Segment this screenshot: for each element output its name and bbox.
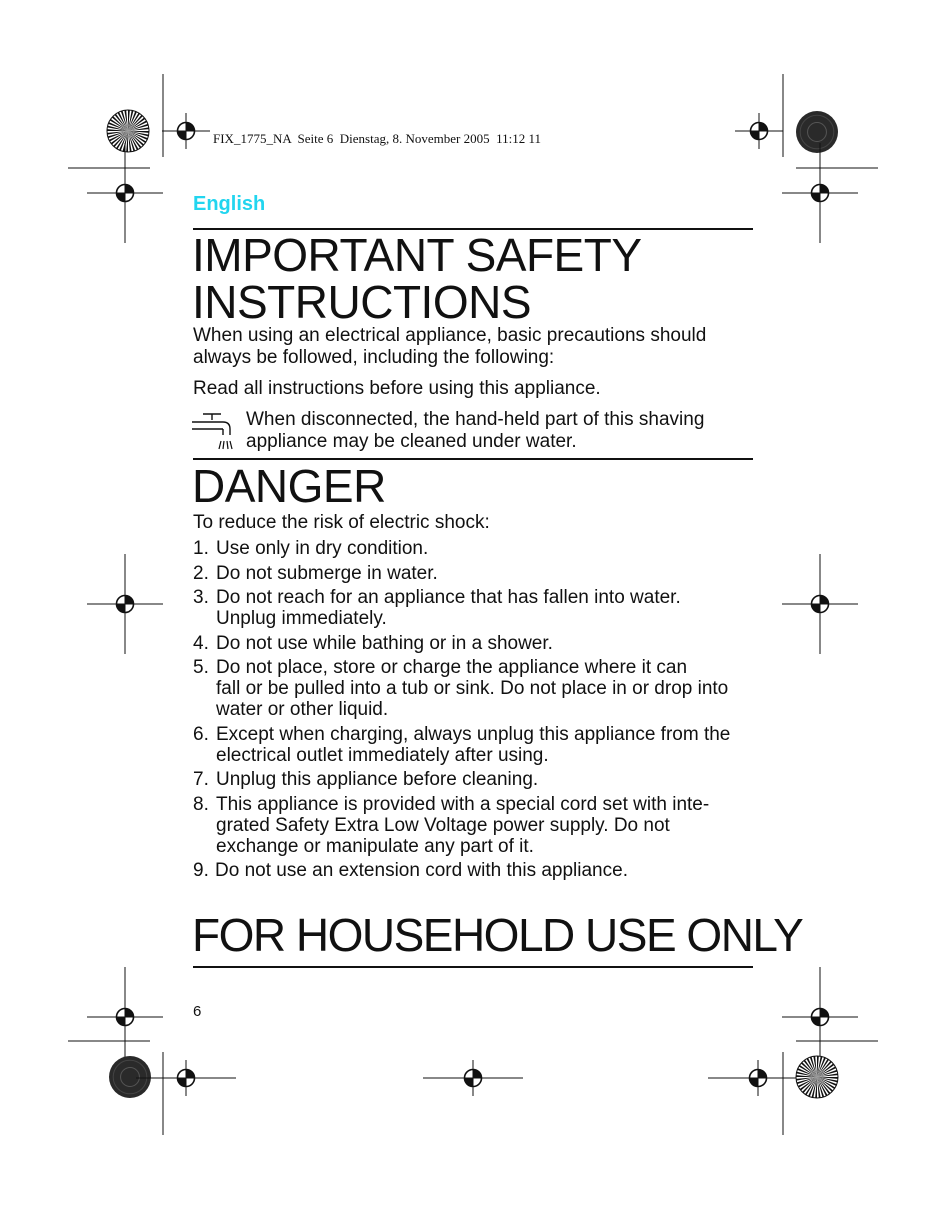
language-label: English	[193, 193, 266, 215]
item-line: electrical outlet immediately after using.	[216, 744, 549, 766]
item-line: fall or be pulled into a tub or sink. Do not place in or drop into	[216, 678, 729, 699]
registration-crosshair-icon	[87, 967, 163, 1067]
item-line: Unplug immediately.	[216, 608, 387, 629]
item-number: 8.	[193, 793, 209, 815]
danger-subtitle: To reduce the risk of electric shock:	[193, 512, 490, 533]
registration-crosshair-icon	[782, 967, 858, 1067]
item-number: 6.	[193, 723, 209, 745]
item-line: grated Safety Extra Low Voltage power supply. Do not	[216, 814, 670, 836]
starburst-target-icon	[796, 1056, 838, 1098]
item-number: 2.	[193, 562, 209, 584]
item-line: Unplug this appliance before cleaning.	[216, 769, 539, 790]
read-all-instructions: Read all instructions before using this appliance.	[193, 378, 601, 399]
item-number: 4.	[193, 632, 209, 654]
item-line: Except when charging, always unplug this appliance from the	[216, 723, 731, 745]
item-line: Do not submerge in water.	[216, 562, 438, 584]
solid-disc-target-icon	[796, 111, 838, 153]
item-line: exchange or manipulate any part of it.	[216, 835, 534, 857]
registration-crosshair-icon	[423, 1060, 523, 1096]
registration-crosshair-icon	[782, 554, 858, 654]
item-line: Use only in dry condition.	[216, 538, 429, 559]
registration-crosshair-icon	[87, 554, 163, 654]
item-line: Do not use while bathing or in a shower.	[216, 632, 553, 654]
item-number: 9.	[193, 860, 209, 881]
page-number: 6	[193, 1003, 202, 1020]
registration-crosshair-icon	[782, 143, 858, 243]
danger-title: DANGER	[192, 460, 386, 512]
print-header: FIX_1775_NA Seite 6 Dienstag, 8. November 2005 11:12 11	[213, 131, 541, 146]
safety-intro-line2: always be followed, including the following:	[193, 346, 555, 368]
item-line: This appliance is provided with a special cord set with inte-	[216, 793, 710, 815]
item-line: Do not reach for an appliance that has fallen into water.	[216, 587, 681, 608]
item-number: 3.	[193, 587, 209, 608]
item-number: 5.	[193, 657, 209, 678]
registration-crosshair-icon	[136, 1060, 236, 1096]
solid-disc-target-icon	[109, 1056, 151, 1098]
item-number: 1.	[193, 538, 209, 559]
household-use-title: FOR HOUSEHOLD USE ONLY	[192, 909, 803, 961]
safety-title-line1: IMPORTANT SAFETY	[192, 229, 642, 281]
registration-crosshair-icon	[162, 113, 210, 149]
item-line: Do not place, store or charge the appliance where it can	[216, 657, 688, 678]
starburst-target-icon	[107, 110, 149, 152]
water-note-line2: appliance may be cleaned under water.	[246, 430, 577, 452]
item-number: 7.	[193, 769, 209, 790]
safety-title-line2: INSTRUCTIONS	[192, 276, 531, 328]
registration-crosshair-icon	[735, 113, 783, 149]
registration-crosshair-icon	[708, 1060, 808, 1096]
registration-crosshair-icon	[87, 143, 163, 243]
item-line: Do not use an extension cord with this appliance.	[215, 860, 628, 881]
water-note-line1: When disconnected, the hand-held part of this shaving	[246, 409, 705, 430]
safety-intro-line1: When using an electrical appliance, basic precautions should	[193, 325, 707, 346]
item-line: water or other liquid.	[216, 699, 389, 720]
